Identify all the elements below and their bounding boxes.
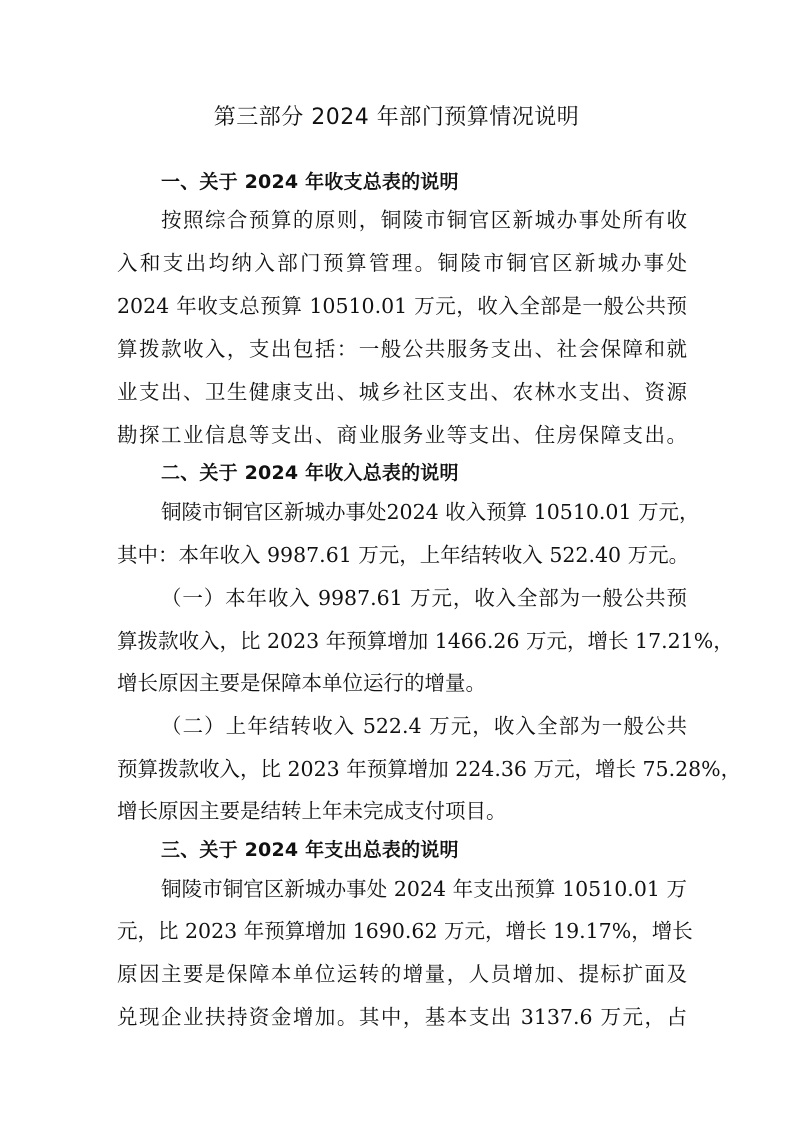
paragraph-line: 兑现企业扶持资金增加。其中，基本支出 3137.6 万元，占 [117,1005,687,1029]
paragraph-line: 铜陵市铜官区新城办事处2024 收入预算 10510.01 万元， [161,500,700,524]
section-heading-3: 三、关于 2024 年支出总表的说明 [161,839,459,861]
section-heading-1: 一、关于 2024 年收支总表的说明 [161,171,459,193]
paragraph-line: 业支出、卫生健康支出、城乡社区支出、农林水支出、资源 [117,380,687,404]
paragraph-line: 铜陵市铜官区新城办事处 2024 年支出预算 10510.01 万 [161,877,687,901]
paragraph-line: 增长原因主要是结转上年未完成支付项目。 [117,799,507,823]
paragraph-line: （二）上年结转收入 522.4 万元，收入全部为一般公共 [161,714,687,738]
paragraph-line: 预算拨款收入，比 2023 年预算增加 224.36 万元，增长 75.28%， [117,757,742,781]
page-title: 第三部分 2024 年部门预算情况说明 [213,105,580,130]
paragraph-line: 算拨款收入，支出包括：一般公共服务支出、社会保障和就 [117,337,687,361]
paragraph-line: 按照综合预算的原则，铜陵市铜官区新城办事处所有收 [161,208,687,232]
paragraph-line: 元，比 2023 年预算增加 1690.62 万元，增长 19.17%，增长 [117,919,693,943]
paragraph-line: 原因主要是保障本单位运转的增量，人员增加、提标扩面及 [117,962,687,986]
paragraph-line: 其中：本年收入 9987.61 万元，上年结转收入 522.40 万元。 [117,543,690,567]
paragraph-line: 入和支出均纳入部门预算管理。铜陵市铜官区新城办事处 [117,251,687,275]
paragraph-line: 2024 年收支总预算 10510.01 万元，收入全部是一般公共预 [117,294,687,318]
paragraph-line: 勘探工业信息等支出、商业服务业等支出、住房保障支出。 [117,423,687,447]
section-heading-2: 二、关于 2024 年收入总表的说明 [161,462,459,484]
paragraph-line: 算拨款收入，比 2023 年预算增加 1466.26 万元，增长 17.21%， [117,629,734,653]
paragraph-line: （一）本年收入 9987.61 万元，收入全部为一般公共预 [161,586,687,610]
paragraph-line: 增长原因主要是保障本单位运行的增量。 [117,671,486,695]
